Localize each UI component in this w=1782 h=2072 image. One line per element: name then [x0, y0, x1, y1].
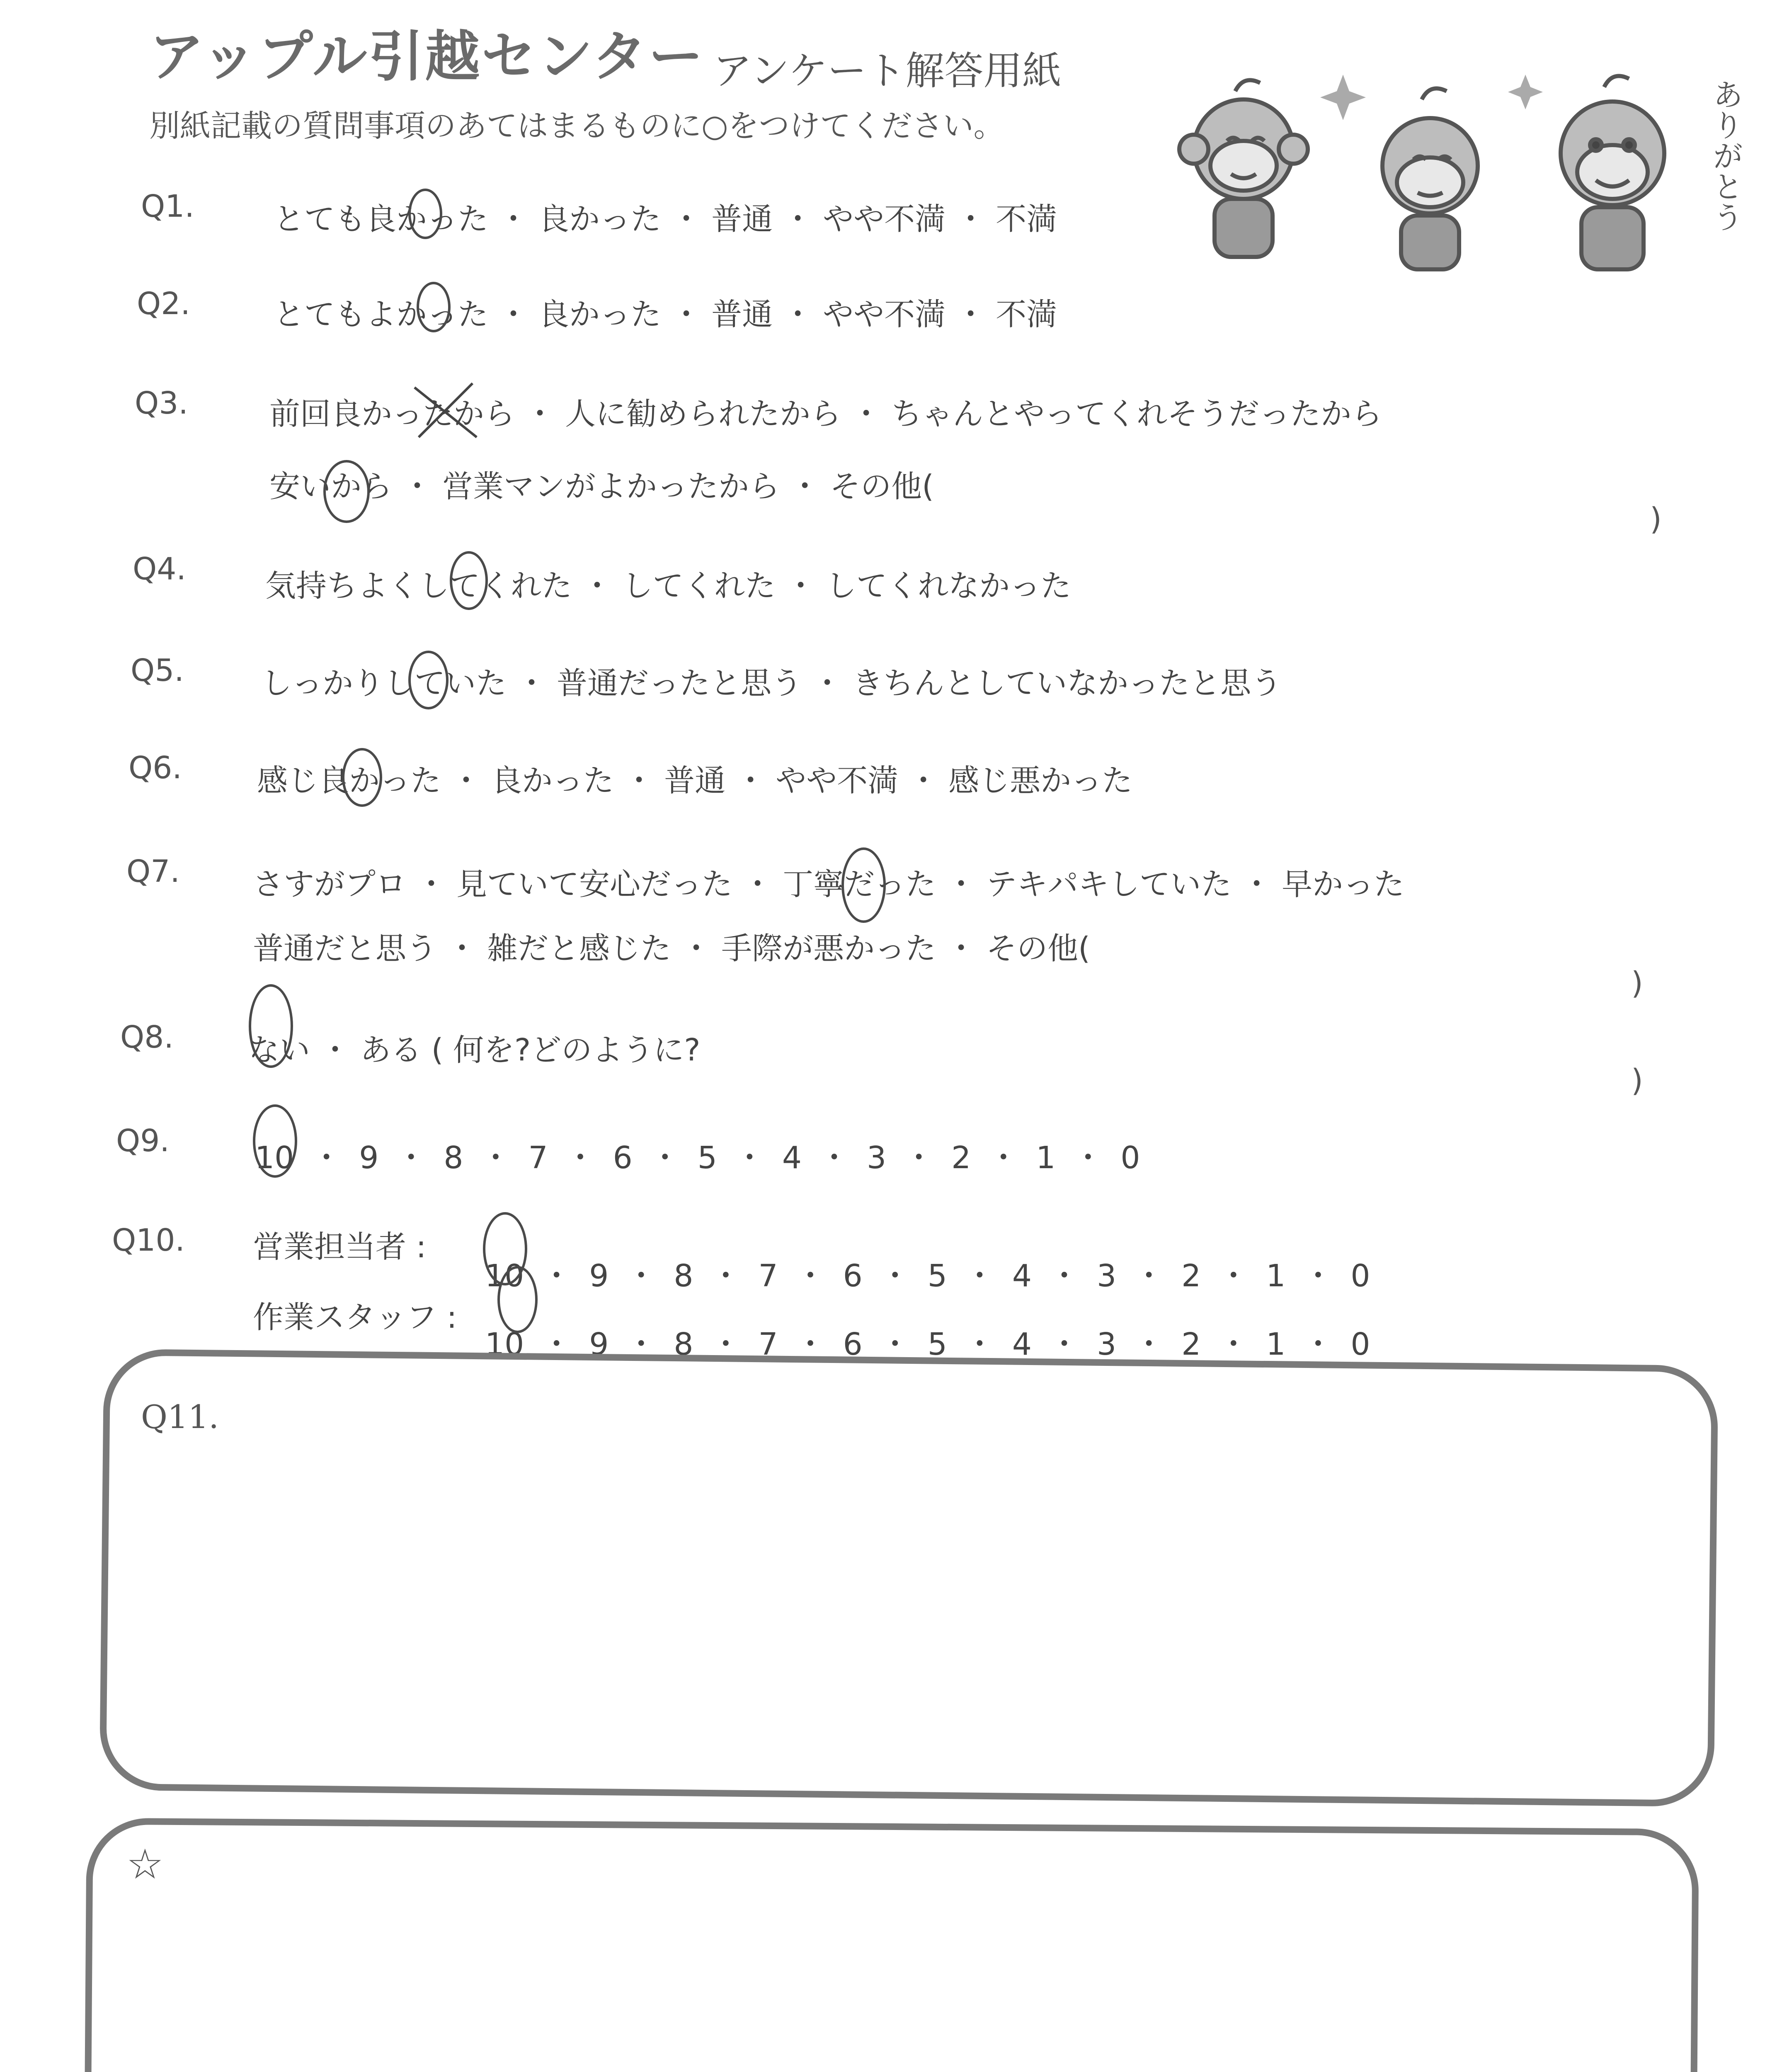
q5-label: Q5.: [131, 653, 184, 688]
arigatou-caption: ありがとう: [1708, 79, 1743, 232]
q5-options[interactable]: しっかりしていた ・ 普通だったと思う ・ きちんとしていなかったと思う: [261, 666, 1282, 701]
q4-options[interactable]: 気持ちよくしてくれた ・ してくれた ・ してくれなかった: [265, 568, 1072, 604]
star-icon: ☆: [126, 1840, 164, 1888]
q1-label: Q1.: [141, 189, 194, 224]
q2-options[interactable]: とてもよかった ・ 良かった ・ 普通 ・ やや不満 ・ 不満: [274, 297, 1057, 332]
q9-scale[interactable]: 10 ・ 9 ・ 8 ・ 7 ・ 6 ・ 5 ・ 4 ・ 3 ・ 2 ・ 1 ・ 0: [255, 1140, 1140, 1176]
instruction-text: 別紙記載の質問事項のあてはまるものに○をつけてください。: [149, 108, 1004, 144]
monkey-mascots-image: [1161, 58, 1741, 290]
q11-comment-box[interactable]: [99, 1349, 1719, 1807]
q7-close-paren: ): [1631, 966, 1643, 1001]
q8-label: Q8.: [120, 1019, 174, 1055]
q10-sales-label: 営業担当者 :: [253, 1229, 427, 1265]
q6-label: Q6.: [128, 750, 182, 786]
answer-circle: [408, 651, 449, 709]
answer-circle: [450, 551, 488, 610]
answer-circle: [323, 460, 370, 523]
star-comment-box[interactable]: [83, 1818, 1699, 2072]
q3-close-paren: ): [1650, 501, 1662, 537]
q2-label: Q2.: [137, 286, 190, 322]
answer-circle: [408, 189, 442, 239]
monkey-icon: [1561, 76, 1664, 269]
answer-circle: [253, 1104, 297, 1178]
q10-staff-scale[interactable]: 10 ・ 9 ・ 8 ・ 7 ・ 6 ・ 5 ・ 4 ・ 3 ・ 2 ・ 1 ・ 0: [485, 1326, 1370, 1362]
answer-circle: [417, 282, 451, 332]
form-subtitle: アンケート解答用紙: [713, 48, 1062, 94]
q8-options[interactable]: ない ・ ある ( 何を?どのように?: [249, 1032, 701, 1068]
q7-options-line1[interactable]: さすがプロ ・ 見ていて安心だった ・ 丁寧だった ・ テキパキしていた ・ 早かった: [253, 867, 1405, 902]
sparkle-icon: [1320, 75, 1543, 120]
cross-out-mark: [410, 379, 481, 441]
q10-label: Q10.: [112, 1222, 185, 1258]
q8-close-paren: ): [1631, 1063, 1643, 1099]
q7-options-line2[interactable]: 普通だと思う ・ 雑だと感じた ・ 手際が悪かった ・ その他(: [253, 931, 1091, 966]
company-title: アップル引越センター: [149, 25, 705, 89]
q10-staff-label: 作業スタッフ :: [253, 1300, 457, 1335]
q3-options-line2[interactable]: 安いから ・ 営業マンがよかったから ・ その他(: [269, 469, 934, 504]
q9-label: Q9.: [116, 1123, 170, 1159]
answer-circle: [249, 984, 293, 1068]
q3-label: Q3.: [135, 385, 188, 421]
q1-options[interactable]: とても良かった ・ 良かった ・ 普通 ・ やや不満 ・ 不満: [274, 201, 1057, 237]
q6-options[interactable]: 感じ良かった ・ 良かった ・ 普通 ・ やや不満 ・ 感じ悪かった: [257, 763, 1133, 799]
answer-circle: [342, 748, 382, 807]
monkey-icon: [1382, 88, 1478, 269]
q10-sales-scale[interactable]: 10 ・ 9 ・ 8 ・ 7 ・ 6 ・ 5 ・ 4 ・ 3 ・ 2 ・ 1 ・ 0: [485, 1258, 1370, 1294]
monkey-icon: [1179, 80, 1308, 257]
q3-options-line1[interactable]: 前回良かったから ・ 人に勧められたから ・ ちゃんとやってくれそうだったから: [269, 396, 1382, 432]
q4-label: Q4.: [133, 551, 186, 587]
answer-circle: [497, 1266, 538, 1333]
q11-label: Q11.: [141, 1399, 219, 1436]
answer-circle: [841, 847, 886, 923]
q7-label: Q7.: [126, 854, 180, 889]
